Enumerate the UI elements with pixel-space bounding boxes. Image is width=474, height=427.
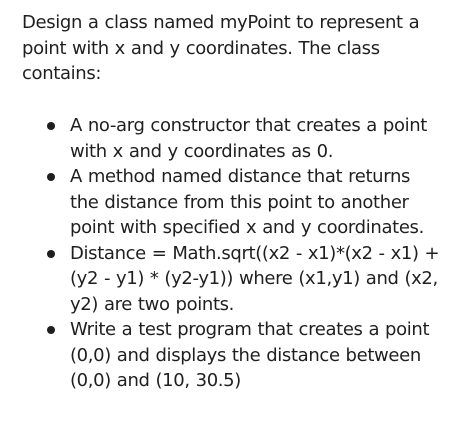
list-item-line: point with specified x and y coordinates. — [70, 217, 424, 238]
list-item-line: y2) are two points. — [70, 293, 235, 315]
list-item-constructor — [0, 113, 450, 164]
list-item-distance-formula — [0, 241, 450, 318]
intro-line: contains: — [22, 63, 102, 84]
list-item-line: Distance = Math.sqrt((x2 - x1)*(x2 - x1) + — [70, 242, 440, 264]
list-item-line: (0,0) and displays the distance between — [70, 344, 421, 366]
list-item-test-program — [0, 317, 450, 394]
list-item-line: (y2 - y1) * (y2-y1)) where (x1,y1) and (x2, — [70, 268, 438, 289]
list-item-distance-method — [0, 164, 450, 241]
list-item-line: A no-arg constructor that creates a point — [70, 115, 428, 136]
bullet-icon — [47, 250, 55, 258]
bullet-icon — [47, 326, 55, 334]
intro-paragraph — [22, 10, 462, 87]
requirements-list — [0, 113, 474, 394]
intro-line: point with x and y coordinates. The class — [22, 37, 380, 59]
list-item-line: Write a test program that creates a point — [70, 319, 430, 340]
list-item-line: (0,0) and (10, 30.5) — [70, 370, 241, 391]
bullet-icon — [47, 122, 55, 130]
list-item-line: A method named distance that returns — [70, 166, 411, 187]
list-item-line: with x and y coordinates as 0. — [70, 140, 334, 162]
list-item-line: the distance from this point to another — [70, 191, 409, 213]
intro-line: Design a class named myPoint to represent a — [22, 12, 420, 33]
bullet-icon — [47, 173, 55, 181]
